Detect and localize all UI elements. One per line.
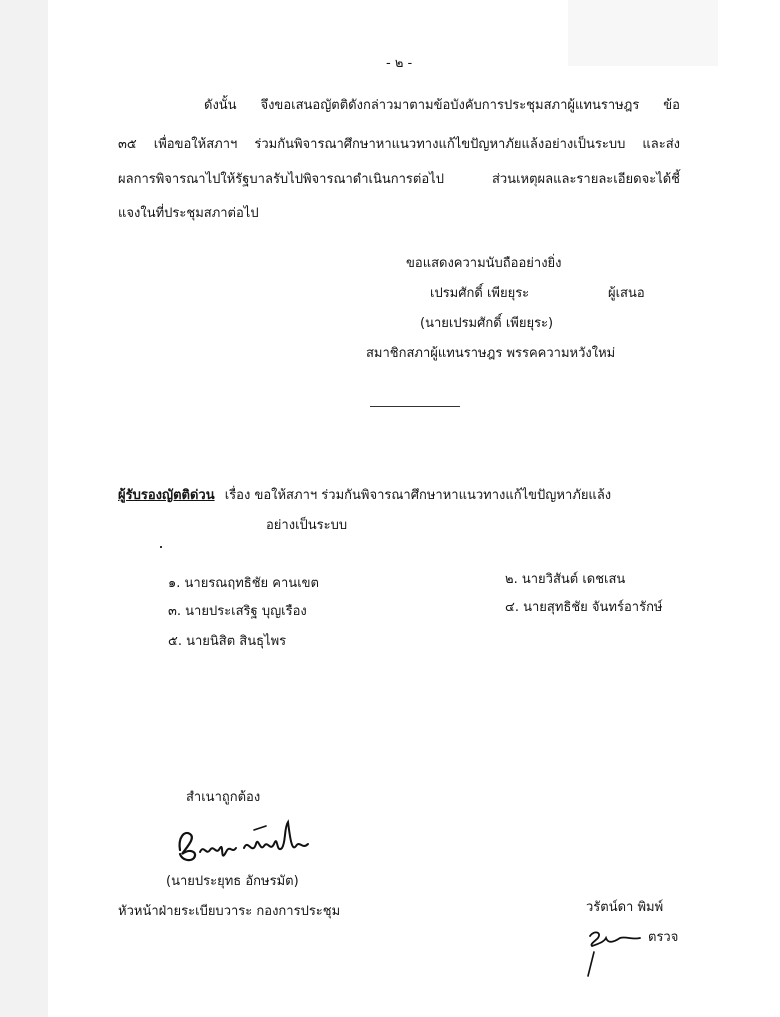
scan-artifact	[568, 0, 718, 66]
initials-signature	[584, 922, 644, 978]
checked-label: ตรวจ	[648, 930, 679, 945]
divider-line	[370, 406, 460, 407]
scan-margin	[0, 0, 48, 1017]
endorser-1: ๑. นายรณฤทธิชัย คานเขต	[168, 576, 319, 591]
body-line-4: แจงในที่ประชุมสภาต่อไป	[118, 206, 259, 221]
body-line-3: ผลการพิจารณาไปให้รัฐบาลรับไปพิจารณาดำเนินการต่อไป ส่วนเหตุผลและรายละเอียดจะได้ชี้	[118, 172, 680, 187]
page-number: - ๒ -	[386, 56, 413, 71]
endorser-2: ๒. นายวิสันต์ เดชเสน	[505, 572, 626, 587]
certifier-position: หัวหน้าฝ่ายระเบียบวาระ กองการประชุม	[118, 904, 341, 919]
proposer-position: สมาชิกสภาผู้แทนราษฎร พรรคความหวังใหม่	[366, 346, 616, 361]
proposer-role: ผู้เสนอ	[608, 286, 645, 301]
closing-salutation: ขอแสดงความนับถืออย่างยิ่ง	[406, 256, 562, 271]
endorser-5: ๕. นายนิสิต สินธุไพร	[168, 634, 287, 649]
proposer-full-name: (นายเปรมศักดิ์ เพียยุระ)	[420, 316, 554, 331]
endorsers-subject-line-1: เรื่อง ขอให้สภาฯ ร่วมกันพิจารณาศึกษาหาแนวทางแก้ไขปัญหาภัยแล้ง	[224, 488, 612, 503]
proposer-signature-name: เปรมศักดิ์ เพียยุระ	[430, 286, 530, 301]
endorser-3: ๓. นายประเสริฐ บุญเรือง	[168, 604, 307, 619]
endorser-4: ๔. นายสุทธิชัย จันทร์อารักษ์	[505, 600, 663, 615]
endorsers-subject-line-2: อย่างเป็นระบบ	[266, 518, 348, 533]
endorsers-heading	[118, 488, 611, 504]
endorsers-heading-label: ผู้รับรองญัตติด่วน	[118, 488, 215, 503]
typist-name: วรัตน์ดา พิมพ์	[586, 900, 664, 915]
certification-label: สำเนาถูกต้อง	[186, 790, 261, 805]
body-line-1: ดังนั้น จึงขอเสนอญัตติดังกล่าวมาตามข้อบังคับการประชุมสภาผู้แทนราษฎร ข้อ	[204, 98, 680, 113]
body-line-2: ๓๕ เพื่อขอให้สภาฯ ร่วมกันพิจารณาศึกษาหาแนวทางแก้ไขปัญหาภัยแล้งอย่างเป็นระบบ และส่ง	[118, 137, 680, 152]
certifier-name: (นายประยุทธ อักษรมัต)	[166, 874, 299, 889]
handwritten-signature	[170, 808, 320, 870]
scan-speck	[160, 546, 162, 548]
